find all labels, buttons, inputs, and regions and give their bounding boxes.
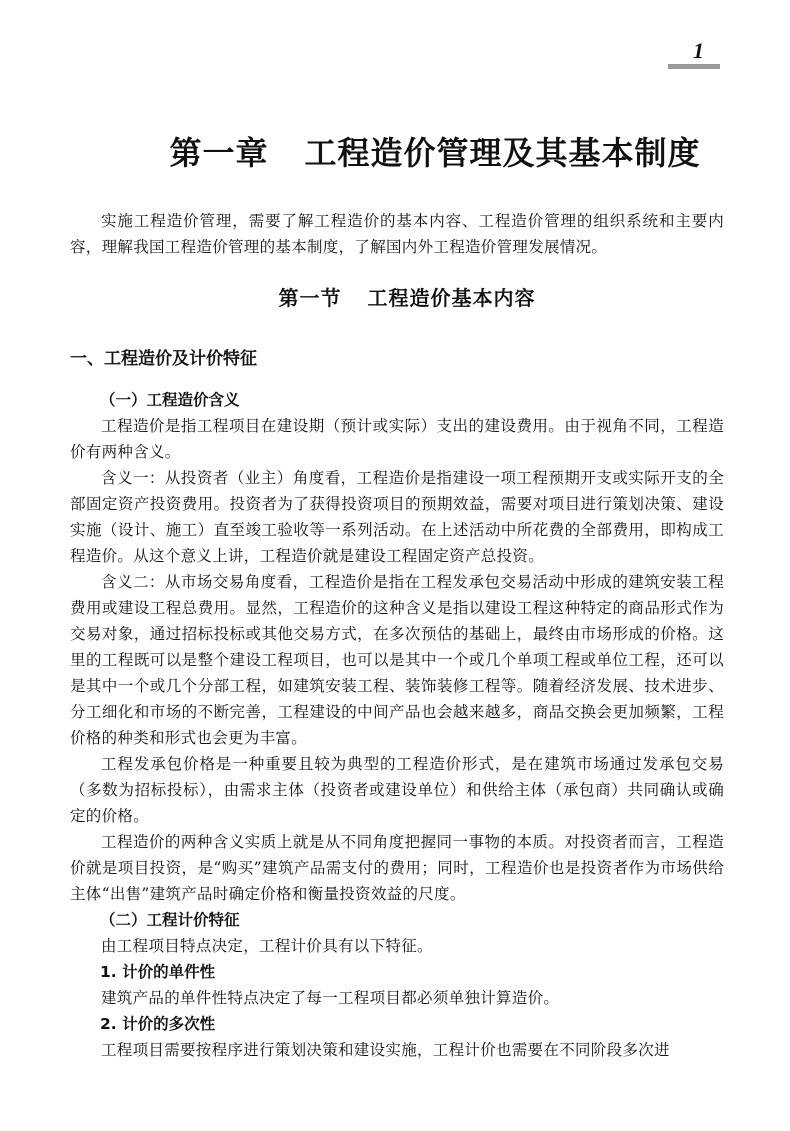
chapter-number: 第一章 [169, 134, 269, 172]
item-heading: 2. 计价的多次性 [100, 1015, 216, 1033]
paragraph: 由工程项目特点决定，工程计价具有以下特征。 [101, 937, 433, 955]
chapter-title [0, 128, 790, 174]
heading-level-1: 一、工程造价及计价特征 [70, 349, 257, 369]
chapter-intro: 实施工程造价管理，需要了解工程造价的基本内容、工程造价管理的组织系统和主要内容，理解我国工程造价管理的基本制度，了解国内外工程造价管理发展情况。 [70, 212, 724, 256]
page-number: 1 [693, 38, 704, 63]
subheading-pricing-features: （二）工程计价特征 [100, 911, 240, 929]
paragraph: 工程造价的两种含义实质上就是从不同角度把握同一事物的本质。对投资者而言，工程造价就是项目投资，是“购买”建筑产品需支付的费用；同时，工程造价也是投资者作为市场供给主体“出售”建筑产品时确定价格和衡量投资效益的尺度。 [70, 833, 724, 903]
item-heading: 1. 计价的单件性 [100, 963, 216, 981]
paragraph: 工程造价是指工程项目在建设期（预计或实际）支出的建设费用。由于视角不同，工程造价有两种含义。 [70, 417, 724, 461]
chapter-name: 工程造价管理及其基本制度 [304, 134, 701, 172]
paragraph: 建筑产品的单件性特点决定了每一工程项目都必须单独计算造价。 [101, 989, 560, 1007]
page-number-rule [668, 64, 720, 69]
section-name: 工程造价基本内容 [367, 286, 536, 310]
page-body [70, 208, 724, 1063]
section-title [70, 282, 724, 311]
paragraph: 含义二：从市场交易角度看，工程造价是指在工程发承包交易活动中形成的建筑安装工程费用或建设工程总费用。显然，工程造价的这种含义是指以建设工程这种特定的商品形式作为交易对象，通过招标投标或其他交易方式，在多次预估的基础上，最终由市场形成的价格。这里的工程既可以是整个建设工程项目，也可以是其中一个或几个单项工程或单位工程，还可以是其中一个或几个分部工程，如建筑安装工程、装饰装修工程等。随着经济发展、技术进步、分工细化和市场的不断完善，工程建设的中间产品也会越来越多，商品交换会更加频繁，工程价格的种类和形式也会更为丰富。 [70, 573, 724, 747]
paragraph: 工程发承包价格是一种重要且较为典型的工程造价形式，是在建筑市场通过发承包交易（多数为招标投标），由需求主体（投资者或建设单位）和供给主体（承包商）共同确认或确定的价格。 [70, 755, 724, 825]
paragraph: 含义一：从投资者（业主）角度看，工程造价是指建设一项工程预期开支或实际开支的全部固定资产投资费用。投资者为了获得投资项目的预期效益，需要对项目进行策划决策、建设实施（设计、施工）直至竣工验收等一系列活动。在上述活动中所花费的全部费用，即构成工程造价。从这个意义上讲，工程造价就是建设工程固定资产总投资。 [70, 469, 724, 565]
subheading-definition: （一）工程造价含义 [100, 391, 240, 409]
paragraph: 工程项目需要按程序进行策划决策和建设实施，工程计价也需要在不同阶段多次进 [101, 1041, 670, 1059]
section-number: 第一节 [278, 286, 342, 310]
